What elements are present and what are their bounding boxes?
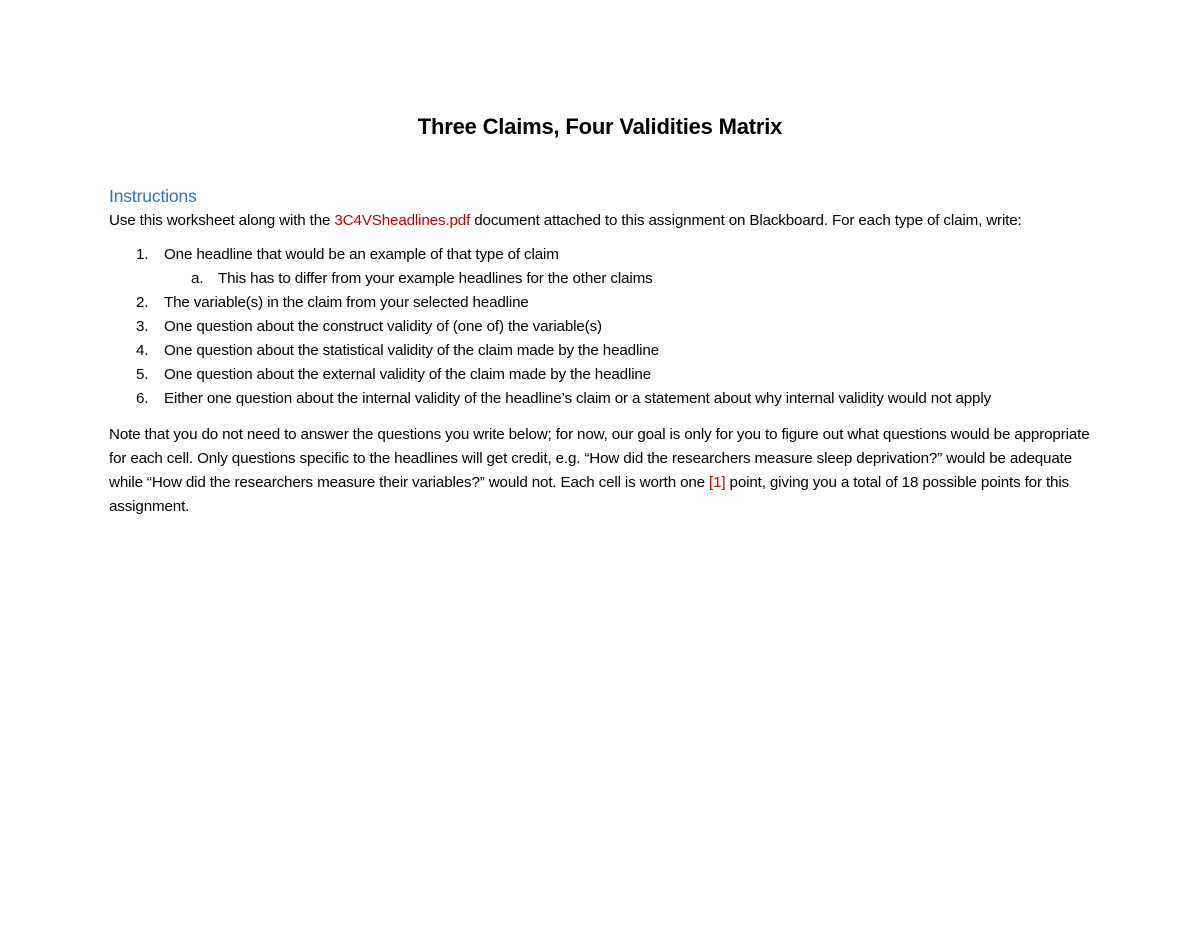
list-item-text: The variable(s) in the claim from your selected headline [164,294,529,311]
intro-text-before: Use this worksheet along with the [109,212,335,229]
intro-text-after: document attached to this assignment on Blackboard. For each type of claim, write: [470,212,1022,229]
list-item-text: One question about the construct validity of (one of) the variable(s) [164,318,602,335]
sub-list [164,267,1099,291]
instructions-heading: Instructions [109,186,197,206]
note-paragraph [109,423,1099,519]
list-number: 1. [136,246,149,263]
list-item-text: One question about the statistical validity of the claim made by the headline [164,342,659,359]
point-value-marker: [1] [709,474,726,491]
list-number: 6. [136,390,149,407]
list-item-text: One question about the external validity of the claim made by the headline [164,366,652,383]
intro-paragraph [109,209,1099,233]
instructions-section [109,184,1099,519]
sub-list-item [164,267,1099,291]
sub-list-item-text: This has to differ from your example headlines for the other claims [218,270,653,287]
instruction-list [109,243,1099,411]
list-item [109,363,1099,387]
list-number: 4. [136,342,149,359]
list-item [109,339,1099,363]
page-title: Three Claims, Four Validities Matrix [417,114,783,139]
list-item [109,243,1099,291]
list-item [109,315,1099,339]
list-number: 5. [136,366,149,383]
headlines-pdf-reference: 3C4VSheadlines.pdf [334,212,471,229]
note-text-before: Note that you do not need to answer the questions you write below; for now, our goal is only for you to figure out what questions would be appropriate for each cell. Only questions specific to the headlines will get credit, e.g. “How did the researchers measure sleep deprivation?” would be adequate while “How did the researchers measure their variables?” would not. Each cell is worth one [109,426,1090,491]
list-item-text: One headline that would be an example of that type of claim [164,246,559,263]
note-text-after: point, giving you a total of 18 possible points for this assignment. [109,474,1069,515]
list-number: 3. [136,318,149,335]
list-number: 2. [136,294,149,311]
sub-list-letter: a. [191,270,204,287]
list-item [109,387,1099,411]
list-item [109,291,1099,315]
list-item-text: Either one question about the internal validity of the headline’s claim or a statement about why internal validity would not apply [164,390,992,407]
